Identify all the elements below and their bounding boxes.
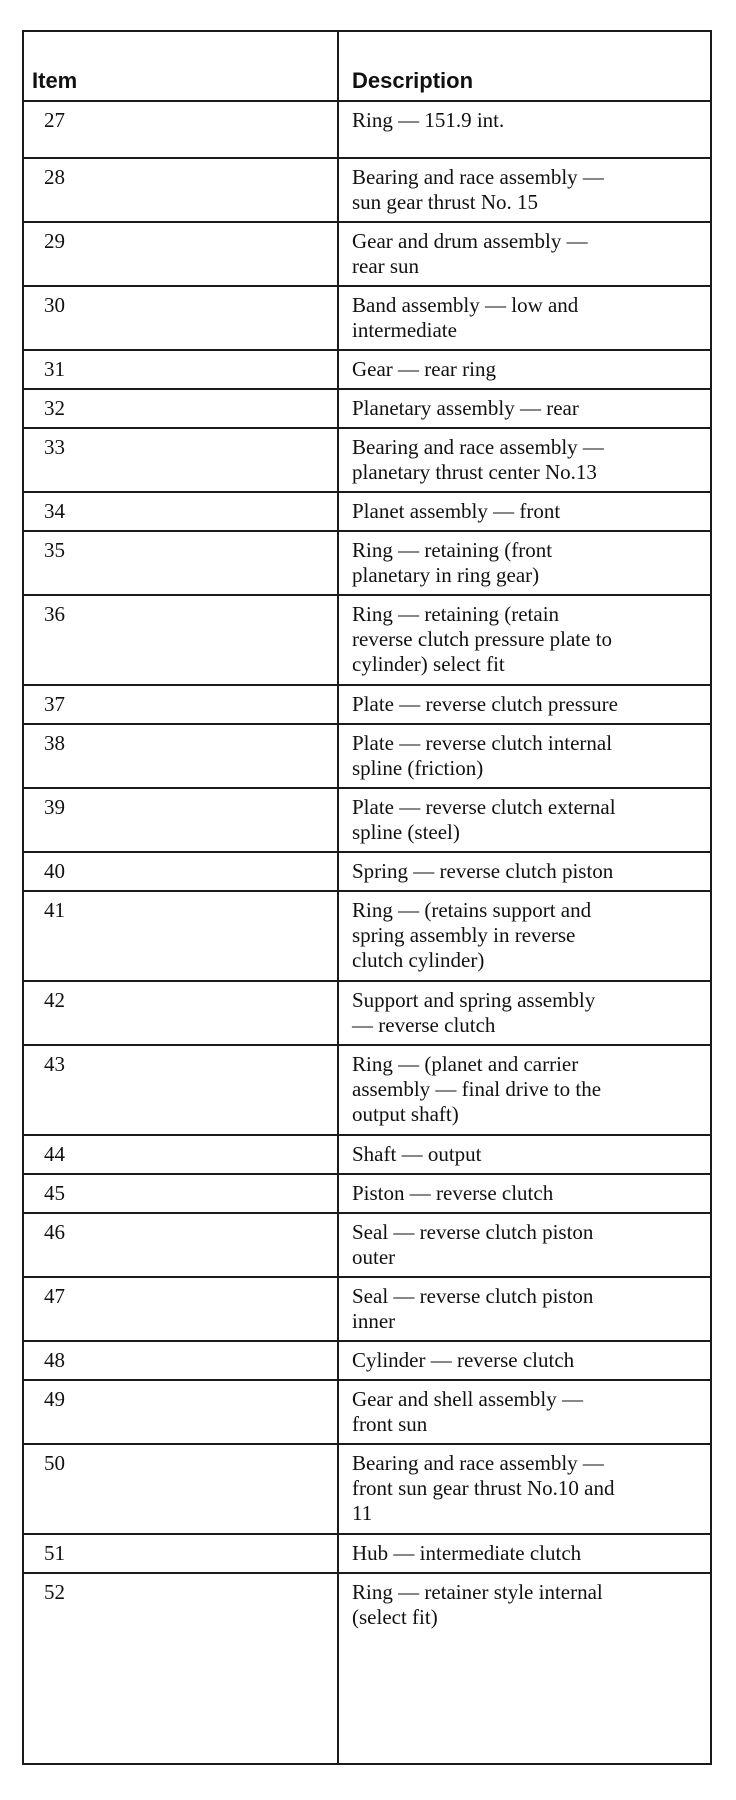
- table-row: [24, 1175, 710, 1214]
- table-row: [24, 390, 710, 429]
- item-description: Band assembly — low and intermediate: [352, 293, 579, 342]
- item-number: 46: [44, 1220, 65, 1244]
- item-description: Gear and drum assembly — rear sun: [352, 229, 588, 278]
- table-row: [24, 725, 710, 789]
- table-row: [24, 982, 710, 1046]
- item-number: 42: [44, 988, 65, 1012]
- item-description: Support and spring assembly — reverse clutch: [352, 988, 596, 1037]
- table-row: [24, 287, 710, 351]
- item-description: Plate — reverse clutch external spline (steel): [352, 795, 616, 844]
- table-row: [24, 1342, 710, 1381]
- item-number: 47: [44, 1284, 65, 1308]
- item-description: Gear and shell assembly — front sun: [352, 1387, 583, 1436]
- header-item: Item: [32, 68, 78, 93]
- item-number: 43: [44, 1052, 65, 1076]
- table-row: [24, 1381, 710, 1445]
- table-row: [24, 351, 710, 390]
- table-row: [24, 892, 710, 982]
- item-number: 28: [44, 165, 65, 189]
- table-header: [24, 32, 710, 102]
- table-row: [24, 1046, 710, 1136]
- item-description: Plate — reverse clutch pressure: [352, 692, 618, 716]
- item-number: 30: [44, 293, 65, 317]
- table-row: [24, 686, 710, 725]
- item-number: 38: [44, 731, 65, 755]
- item-number: 48: [44, 1348, 65, 1372]
- parts-table: [22, 30, 712, 1765]
- item-number: 37: [44, 692, 65, 716]
- item-description: Bearing and race assembly — sun gear thrust No. 15: [352, 165, 604, 214]
- item-number: 49: [44, 1387, 65, 1411]
- table-row: [24, 223, 710, 287]
- table-body: [24, 102, 710, 1636]
- item-number: 33: [44, 435, 65, 459]
- item-description: Ring — (retains support and spring assembly in reverse clutch cylinder): [352, 898, 592, 972]
- table-row: [24, 789, 710, 853]
- item-description: Bearing and race assembly — front sun gear thrust No.10 and 11: [352, 1451, 615, 1525]
- item-description: Piston — reverse clutch: [352, 1181, 554, 1205]
- item-number: 32: [44, 396, 65, 420]
- item-number: 52: [44, 1580, 65, 1604]
- table-row: [24, 853, 710, 892]
- item-number: 45: [44, 1181, 65, 1205]
- item-description: Gear — rear ring: [352, 357, 497, 381]
- item-description: Ring — (planet and carrier assembly — final drive to the output shaft): [352, 1052, 602, 1126]
- table-row: [24, 1535, 710, 1574]
- item-number: 39: [44, 795, 65, 819]
- table-row: [24, 1445, 710, 1535]
- item-description: Seal — reverse clutch piston inner: [352, 1284, 594, 1333]
- item-description: Ring — 151.9 int.: [352, 108, 505, 132]
- table-row: [24, 1136, 710, 1175]
- header-description: Description: [352, 68, 474, 93]
- table-row: [24, 532, 710, 596]
- item-number: 44: [44, 1142, 65, 1166]
- item-number: 40: [44, 859, 65, 883]
- table-row: [24, 159, 710, 223]
- item-number: 41: [44, 898, 65, 922]
- table-row: [24, 102, 710, 159]
- item-number: 27: [44, 108, 65, 132]
- item-description: Planetary assembly — rear: [352, 396, 579, 420]
- item-number: 35: [44, 538, 65, 562]
- table-row: [24, 1278, 710, 1342]
- item-description: Shaft — output: [352, 1142, 482, 1166]
- item-number: 51: [44, 1541, 65, 1565]
- item-number: 29: [44, 229, 65, 253]
- item-description: Bearing and race assembly — planetary thrust center No.13: [352, 435, 604, 484]
- item-number: 50: [44, 1451, 65, 1475]
- table-row: [24, 429, 710, 493]
- item-description: Cylinder — reverse clutch: [352, 1348, 575, 1372]
- item-description: Hub — intermediate clutch: [352, 1541, 582, 1565]
- item-number: 31: [44, 357, 65, 381]
- item-description: Plate — reverse clutch internal spline (friction): [352, 731, 613, 780]
- item-number: 36: [44, 602, 65, 626]
- item-description: Spring — reverse clutch piston: [352, 859, 614, 883]
- item-description: Planet assembly — front: [352, 499, 561, 523]
- item-description: Ring — retainer style internal (select fit): [352, 1580, 603, 1629]
- item-number: 34: [44, 499, 65, 523]
- item-description: Ring — retaining (front planetary in ring gear): [352, 538, 553, 587]
- table-row: [24, 1214, 710, 1278]
- table-row: [24, 596, 710, 686]
- item-description: Seal — reverse clutch piston outer: [352, 1220, 594, 1269]
- table-row: [24, 493, 710, 532]
- item-description: Ring — retaining (retain reverse clutch pressure plate to cylinder) select fit: [352, 602, 613, 676]
- table-row: [24, 1574, 710, 1636]
